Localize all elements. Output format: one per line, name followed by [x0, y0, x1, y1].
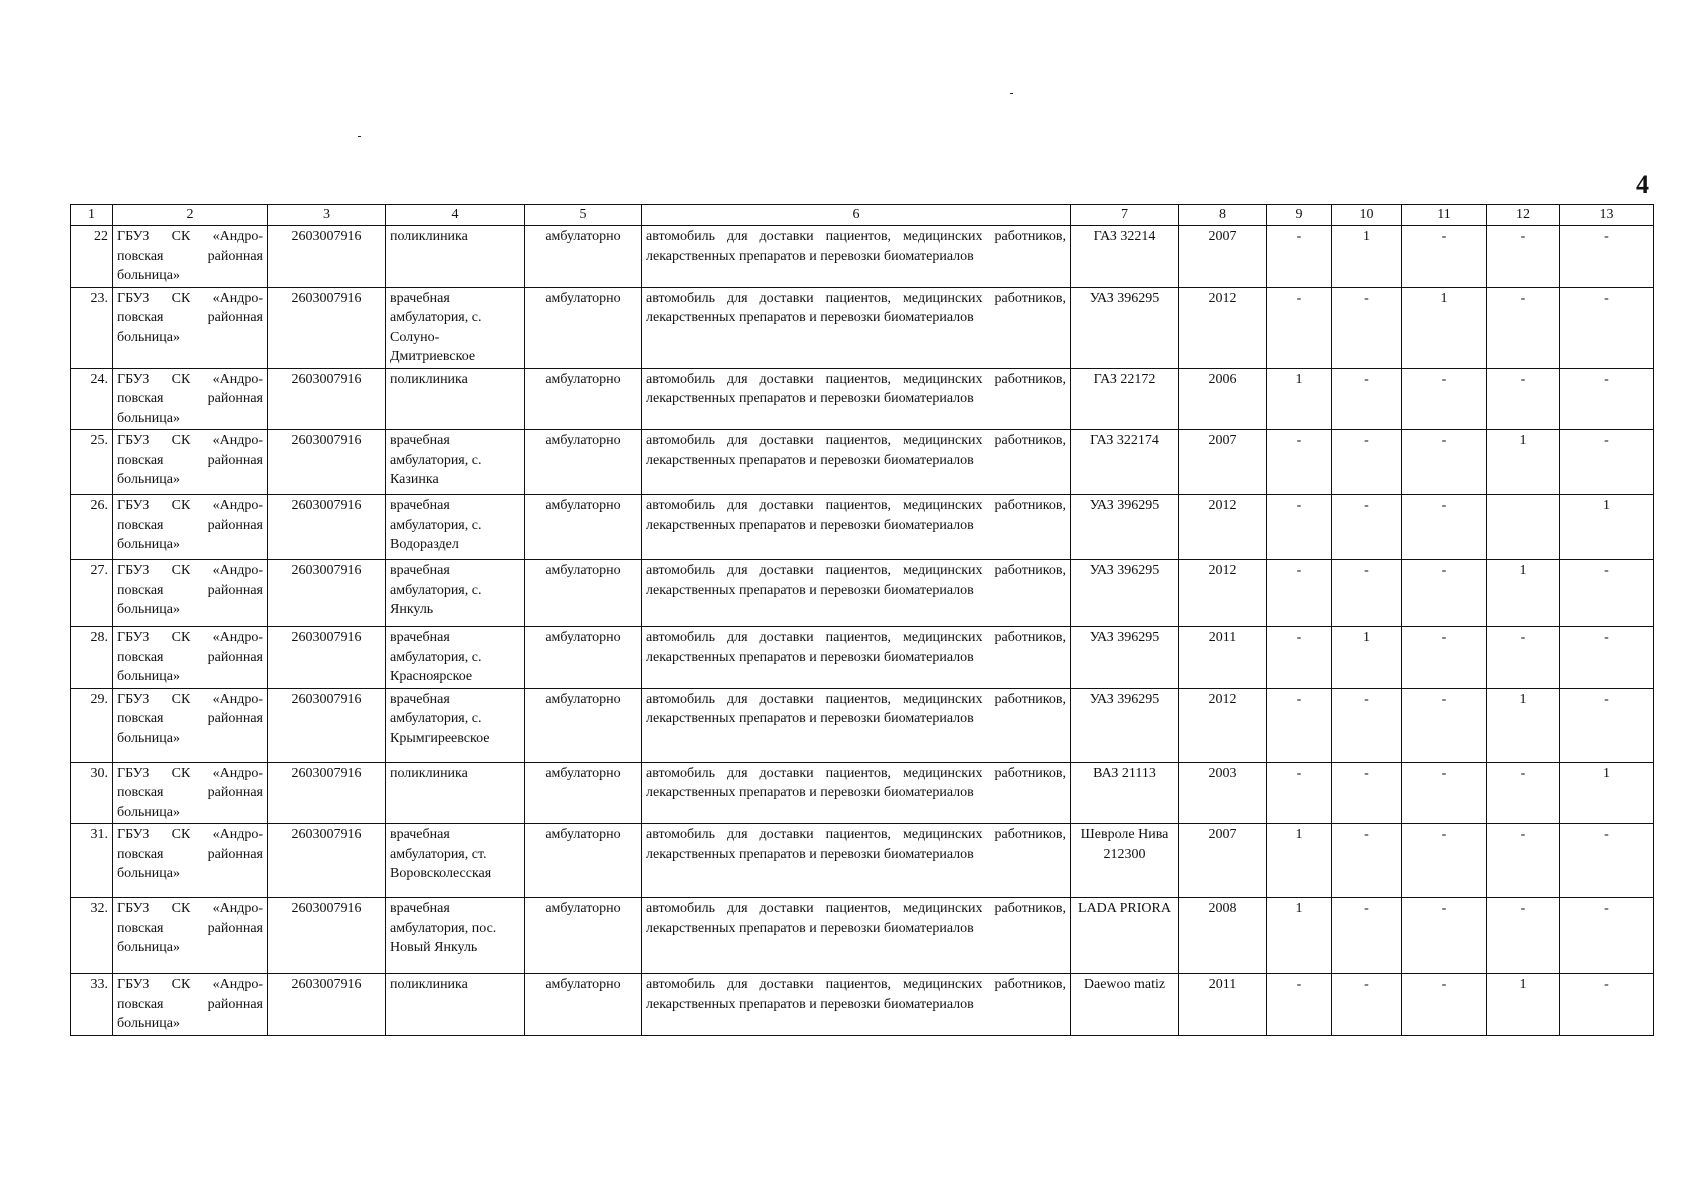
row-number: 30. [71, 762, 113, 824]
column-header: 4 [386, 205, 525, 226]
count-col-11: - [1402, 974, 1487, 1036]
care-type: амбулаторно [525, 226, 642, 288]
table-row [71, 762, 1654, 824]
count-col-11: - [1402, 762, 1487, 824]
vehicle-model: УАЗ 396295 [1071, 495, 1179, 560]
row-number: 32. [71, 898, 113, 974]
count-col-12: - [1487, 287, 1560, 368]
vehicle-purpose: автомобиль для доставки пациентов, медицинских работников, лекарственных препаратов и перевозки биоматериалов [642, 627, 1071, 689]
inn-code: 2603007916 [268, 688, 386, 762]
count-col-11: - [1402, 627, 1487, 689]
count-col-12: 1 [1487, 974, 1560, 1036]
vehicle-year: 2007 [1179, 430, 1267, 495]
vehicle-purpose: автомобиль для доставки пациентов, медицинских работников, лекарственных препаратов и перевозки биоматериалов [642, 226, 1071, 288]
facility-location: поликлиника [386, 368, 525, 430]
count-col-9: - [1267, 287, 1332, 368]
inn-code: 2603007916 [268, 226, 386, 288]
organization-name: ГБУЗ СК «Андро-повская районная больница» [113, 688, 268, 762]
organization-name: ГБУЗ СК «Андро-повская районная больница» [113, 495, 268, 560]
facility-location: врачебная амбулатория, с. Казинка [386, 430, 525, 495]
vehicle-purpose: автомобиль для доставки пациентов, медицинских работников, лекарственных препаратов и перевозки биоматериалов [642, 688, 1071, 762]
scan-speck [1010, 93, 1013, 94]
table-row [71, 226, 1654, 288]
facility-location: врачебная амбулатория, пос. Новый Янкуль [386, 898, 525, 974]
column-header: 3 [268, 205, 386, 226]
vehicle-model: УАЗ 396295 [1071, 560, 1179, 627]
facility-location: врачебная амбулатория, с. Водораздел [386, 495, 525, 560]
inn-code: 2603007916 [268, 368, 386, 430]
count-col-12: - [1487, 226, 1560, 288]
row-number: 27. [71, 560, 113, 627]
vehicle-year: 2012 [1179, 560, 1267, 627]
count-col-12: - [1487, 368, 1560, 430]
vehicle-model: ГАЗ 322174 [1071, 430, 1179, 495]
count-col-13: - [1560, 368, 1654, 430]
vehicle-model: LADA PRIORA [1071, 898, 1179, 974]
column-header: 7 [1071, 205, 1179, 226]
row-number: 28. [71, 627, 113, 689]
row-number: 33. [71, 974, 113, 1036]
count-col-13: - [1560, 287, 1654, 368]
inn-code: 2603007916 [268, 762, 386, 824]
organization-name: ГБУЗ СК «Андро-повская районная больница» [113, 430, 268, 495]
vehicle-purpose: автомобиль для доставки пациентов, медицинских работников, лекарственных препаратов и перевозки биоматериалов [642, 495, 1071, 560]
count-col-12: - [1487, 824, 1560, 898]
count-col-9: 1 [1267, 898, 1332, 974]
table-row [71, 495, 1654, 560]
facility-location: врачебная амбулатория, ст. Воровсколесская [386, 824, 525, 898]
count-col-11: - [1402, 898, 1487, 974]
inn-code: 2603007916 [268, 898, 386, 974]
inn-code: 2603007916 [268, 430, 386, 495]
count-col-10: - [1332, 974, 1402, 1036]
inn-code: 2603007916 [268, 560, 386, 627]
count-col-13: - [1560, 627, 1654, 689]
vehicle-year: 2011 [1179, 627, 1267, 689]
row-number: 31. [71, 824, 113, 898]
table-row [71, 430, 1654, 495]
vehicle-year: 2011 [1179, 974, 1267, 1036]
count-col-9: - [1267, 495, 1332, 560]
column-header: 2 [113, 205, 268, 226]
care-type: амбулаторно [525, 688, 642, 762]
care-type: амбулаторно [525, 627, 642, 689]
vehicle-model: Daewoo matiz [1071, 974, 1179, 1036]
count-col-10: - [1332, 824, 1402, 898]
row-number: 24. [71, 368, 113, 430]
vehicle-model: УАЗ 396295 [1071, 688, 1179, 762]
column-header: 1 [71, 205, 113, 226]
row-number: 26. [71, 495, 113, 560]
facility-location: врачебная амбулатория, с. Солуно-Дмитриевское [386, 287, 525, 368]
count-col-11: 1 [1402, 287, 1487, 368]
page-number: 4 [1636, 170, 1649, 199]
vehicle-purpose: автомобиль для доставки пациентов, медицинских работников, лекарственных препаратов и перевозки биоматериалов [642, 560, 1071, 627]
row-number: 23. [71, 287, 113, 368]
count-col-12: - [1487, 898, 1560, 974]
vehicle-year: 2006 [1179, 368, 1267, 430]
organization-name: ГБУЗ СК «Андро-повская районная больница» [113, 560, 268, 627]
count-col-13: - [1560, 898, 1654, 974]
organization-name: ГБУЗ СК «Андро-повская районная больница» [113, 824, 268, 898]
count-col-11: - [1402, 226, 1487, 288]
facility-location: врачебная амбулатория, с. Янкуль [386, 560, 525, 627]
vehicle-purpose: автомобиль для доставки пациентов, медицинских работников, лекарственных препаратов и перевозки биоматериалов [642, 287, 1071, 368]
count-col-10: - [1332, 430, 1402, 495]
facility-location: поликлиника [386, 974, 525, 1036]
inn-code: 2603007916 [268, 974, 386, 1036]
count-col-13: - [1560, 226, 1654, 288]
inn-code: 2603007916 [268, 627, 386, 689]
count-col-9: - [1267, 560, 1332, 627]
count-col-9: - [1267, 688, 1332, 762]
count-col-13: - [1560, 560, 1654, 627]
vehicle-purpose: автомобиль для доставки пациентов, медицинских работников, лекарственных препаратов и перевозки биоматериалов [642, 824, 1071, 898]
vehicle-model: Шевроле Нива 212300 [1071, 824, 1179, 898]
count-col-10: - [1332, 762, 1402, 824]
column-header: 5 [525, 205, 642, 226]
vehicle-year: 2007 [1179, 824, 1267, 898]
vehicle-model: ГАЗ 32214 [1071, 226, 1179, 288]
column-header: 13 [1560, 205, 1654, 226]
count-col-9: 1 [1267, 368, 1332, 430]
vehicle-model: ГАЗ 22172 [1071, 368, 1179, 430]
organization-name: ГБУЗ СК «Андро-повская районная больница» [113, 762, 268, 824]
row-number: 25. [71, 430, 113, 495]
care-type: амбулаторно [525, 430, 642, 495]
vehicle-year: 2012 [1179, 688, 1267, 762]
count-col-10: 1 [1332, 226, 1402, 288]
count-col-12 [1487, 495, 1560, 560]
vehicle-registry-table [70, 204, 1654, 1036]
inn-code: 2603007916 [268, 495, 386, 560]
row-number: 22 [71, 226, 113, 288]
organization-name: ГБУЗ СК «Андро-повская районная больница» [113, 974, 268, 1036]
scan-speck [358, 136, 361, 137]
table-row [71, 627, 1654, 689]
vehicle-purpose: автомобиль для доставки пациентов, медицинских работников, лекарственных препаратов и перевозки биоматериалов [642, 762, 1071, 824]
organization-name: ГБУЗ СК «Андро-повская районная больница» [113, 898, 268, 974]
table-row [71, 974, 1654, 1036]
table-row [71, 824, 1654, 898]
count-col-10: - [1332, 368, 1402, 430]
table-row [71, 898, 1654, 974]
count-col-9: - [1267, 226, 1332, 288]
count-col-12: - [1487, 762, 1560, 824]
column-header: 10 [1332, 205, 1402, 226]
count-col-12: 1 [1487, 430, 1560, 495]
vehicle-year: 2012 [1179, 287, 1267, 368]
care-type: амбулаторно [525, 287, 642, 368]
table-row [71, 560, 1654, 627]
count-col-11: - [1402, 430, 1487, 495]
facility-location: врачебная амбулатория, с. Крымгиреевское [386, 688, 525, 762]
count-col-9: - [1267, 974, 1332, 1036]
table-body [71, 205, 1654, 1036]
count-col-13: - [1560, 974, 1654, 1036]
facility-location: поликлиника [386, 226, 525, 288]
care-type: амбулаторно [525, 762, 642, 824]
inn-code: 2603007916 [268, 824, 386, 898]
count-col-10: - [1332, 495, 1402, 560]
facility-location: врачебная амбулатория, с. Красноярское [386, 627, 525, 689]
column-header: 11 [1402, 205, 1487, 226]
care-type: амбулаторно [525, 495, 642, 560]
count-col-13: 1 [1560, 495, 1654, 560]
count-col-12: 1 [1487, 560, 1560, 627]
vehicle-purpose: автомобиль для доставки пациентов, медицинских работников, лекарственных препаратов и перевозки биоматериалов [642, 430, 1071, 495]
count-col-10: 1 [1332, 627, 1402, 689]
column-header: 9 [1267, 205, 1332, 226]
vehicle-year: 2008 [1179, 898, 1267, 974]
vehicle-year: 2012 [1179, 495, 1267, 560]
column-header: 6 [642, 205, 1071, 226]
count-col-10: - [1332, 560, 1402, 627]
count-col-13: - [1560, 824, 1654, 898]
care-type: амбулаторно [525, 560, 642, 627]
organization-name: ГБУЗ СК «Андро-повская районная больница» [113, 287, 268, 368]
column-header: 8 [1179, 205, 1267, 226]
table-row [71, 368, 1654, 430]
count-col-13: - [1560, 430, 1654, 495]
care-type: амбулаторно [525, 824, 642, 898]
count-col-9: - [1267, 762, 1332, 824]
vehicle-purpose: автомобиль для доставки пациентов, медицинских работников, лекарственных препаратов и перевозки биоматериалов [642, 974, 1071, 1036]
table-row [71, 287, 1654, 368]
count-col-11: - [1402, 560, 1487, 627]
count-col-11: - [1402, 824, 1487, 898]
count-col-9: - [1267, 430, 1332, 495]
count-col-13: - [1560, 688, 1654, 762]
vehicle-model: УАЗ 396295 [1071, 627, 1179, 689]
care-type: амбулаторно [525, 974, 642, 1036]
column-number-header-row [71, 205, 1654, 226]
count-col-12: 1 [1487, 688, 1560, 762]
count-col-9: 1 [1267, 824, 1332, 898]
count-col-10: - [1332, 898, 1402, 974]
vehicle-year: 2003 [1179, 762, 1267, 824]
count-col-12: - [1487, 627, 1560, 689]
facility-location: поликлиника [386, 762, 525, 824]
vehicle-purpose: автомобиль для доставки пациентов, медицинских работников, лекарственных препаратов и перевозки биоматериалов [642, 368, 1071, 430]
count-col-13: 1 [1560, 762, 1654, 824]
care-type: амбулаторно [525, 368, 642, 430]
organization-name: ГБУЗ СК «Андро-повская районная больница» [113, 627, 268, 689]
count-col-10: - [1332, 688, 1402, 762]
table-row [71, 688, 1654, 762]
vehicle-model: УАЗ 396295 [1071, 287, 1179, 368]
count-col-11: - [1402, 368, 1487, 430]
vehicle-purpose: автомобиль для доставки пациентов, медицинских работников, лекарственных препаратов и перевозки биоматериалов [642, 898, 1071, 974]
count-col-9: - [1267, 627, 1332, 689]
row-number: 29. [71, 688, 113, 762]
care-type: амбулаторно [525, 898, 642, 974]
count-col-11: - [1402, 495, 1487, 560]
count-col-11: - [1402, 688, 1487, 762]
organization-name: ГБУЗ СК «Андро-повская районная больница» [113, 368, 268, 430]
organization-name: ГБУЗ СК «Андро-повская районная больница» [113, 226, 268, 288]
vehicle-year: 2007 [1179, 226, 1267, 288]
vehicle-model: ВАЗ 21113 [1071, 762, 1179, 824]
inn-code: 2603007916 [268, 287, 386, 368]
column-header: 12 [1487, 205, 1560, 226]
count-col-10: - [1332, 287, 1402, 368]
